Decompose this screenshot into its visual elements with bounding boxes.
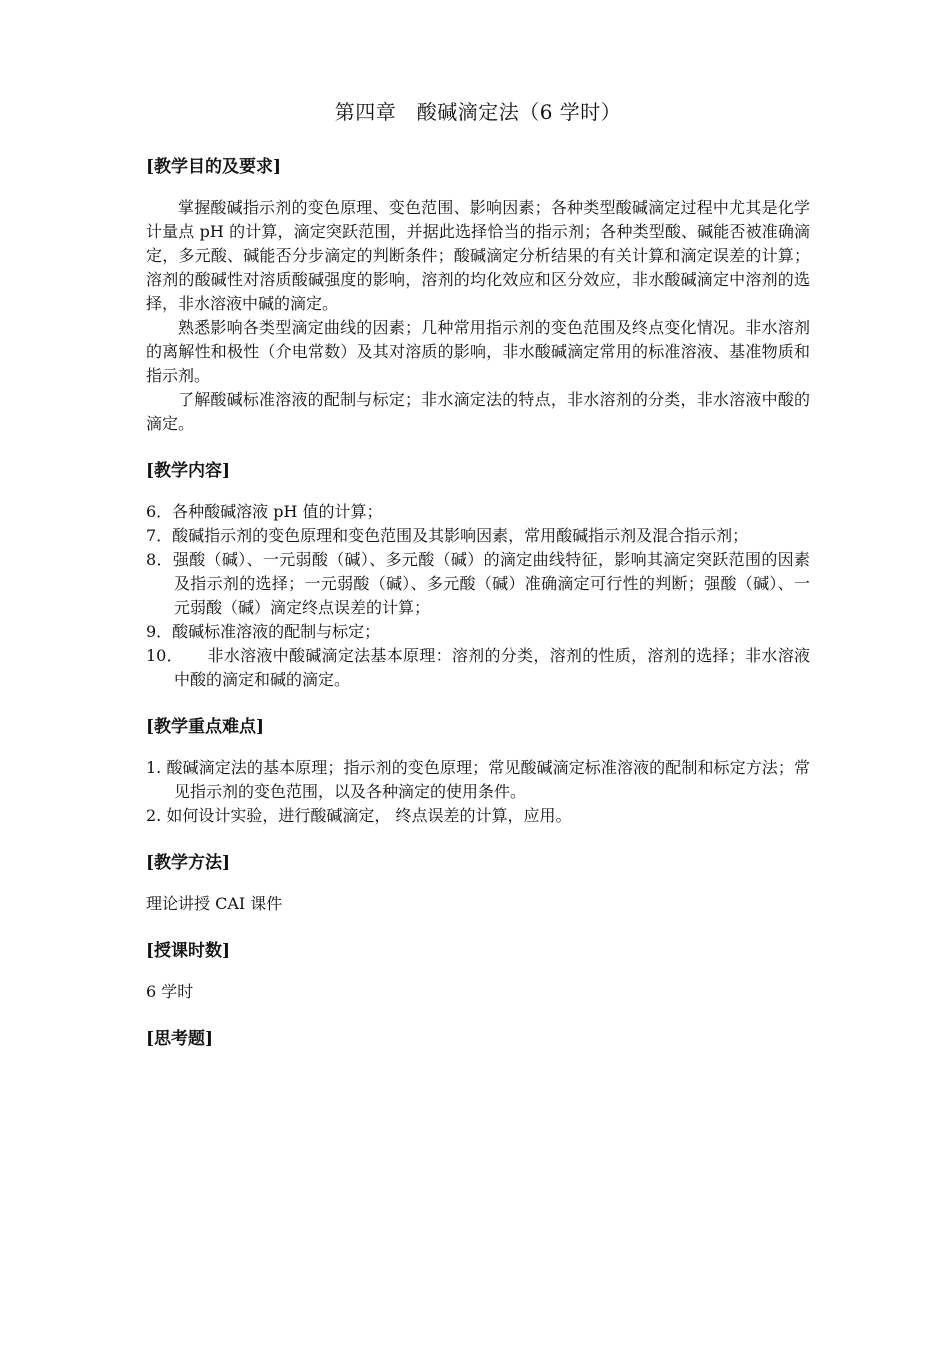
objectives-heading: [教学目的及要求] (146, 157, 282, 177)
chapter-title: 第四章 酸碱滴定法（6 学时） (334, 100, 622, 124)
list-item: 8．强酸（碱）、一元弱酸（碱）、多元酸（碱）的滴定曲线特征，影响其滴定突跃范围的因素及指示剂的选择；一元弱酸（碱）、多元酸（碱）准确滴定可行性的判断；强酸（碱）、一元弱酸（碱）滴定终点误差的计算； (146, 550, 810, 617)
methods-text: 理论讲授 CAI 课件 (146, 894, 283, 913)
document-page (146, 96, 810, 1068)
hours-text: 6 学时 (146, 982, 194, 1001)
objectives-paragraph-understand: 了解酸碱标准溶液的配制与标定；非水滴定法的特点，非水溶剂的分类，非水溶液中酸的滴定。 (146, 390, 810, 433)
list-item: 10． 非水溶液中酸碱滴定法基本原理：溶剂的分类，溶剂的性质，溶剂的选择；非水溶液中酸的滴定和碱的滴定。 (146, 646, 810, 689)
list-item: 1. 酸碱滴定法的基本原理；指示剂的变色原理；常见酸碱滴定标准溶液的配制和标定方法；常见指示剂的变色范围，以及各种滴定的使用条件。 (146, 758, 810, 801)
key-points-heading: [教学重点难点] (146, 717, 265, 737)
questions-heading: [思考题] (146, 1029, 214, 1049)
list-item: 2. 如何设计实验，进行酸碱滴定， 终点误差的计算，应用。 (146, 806, 572, 825)
list-item: 9．酸碱标准溶液的配制与标定； (146, 622, 381, 641)
content-list (146, 500, 810, 692)
objectives-paragraph-master: 掌握酸碱指示剂的变色原理、变色范围、影响因素；各种类型酸碱滴定过程中尤其是化学计量点 pH 的计算，滴定突跃范围，并据此选择恰当的指示剂；各种类型酸、碱能否被准确滴定，多元酸、碱能否分步滴定的判断条件；酸碱滴定分析结果的有关计算和滴定误差的计算；溶剂的酸碱性对溶质酸碱强度的影响，溶剂的均化效应和区分效应，非水酸碱滴定中溶剂的选择，非水溶液中碱的滴定。 (146, 198, 810, 313)
hours-heading: [授课时数] (146, 941, 231, 961)
list-item: 6．各种酸碱溶液 pH 值的计算； (146, 502, 383, 521)
methods-heading: [教学方法] (146, 853, 231, 873)
key-points-list (146, 756, 810, 828)
list-item: 7．酸碱指示剂的变色原理和变色范围及其影响因素，常用酸碱指示剂及混合指示剂； (146, 526, 749, 545)
objectives-paragraph-familiar: 熟悉影响各类型滴定曲线的因素；几种常用指示剂的变色范围及终点变化情况。非水溶剂的离解性和极性（介电常数）及其对溶质的影响，非水酸碱滴定常用的标准溶液、基准物质和指示剂。 (146, 318, 810, 385)
content-heading: [教学内容] (146, 461, 231, 481)
